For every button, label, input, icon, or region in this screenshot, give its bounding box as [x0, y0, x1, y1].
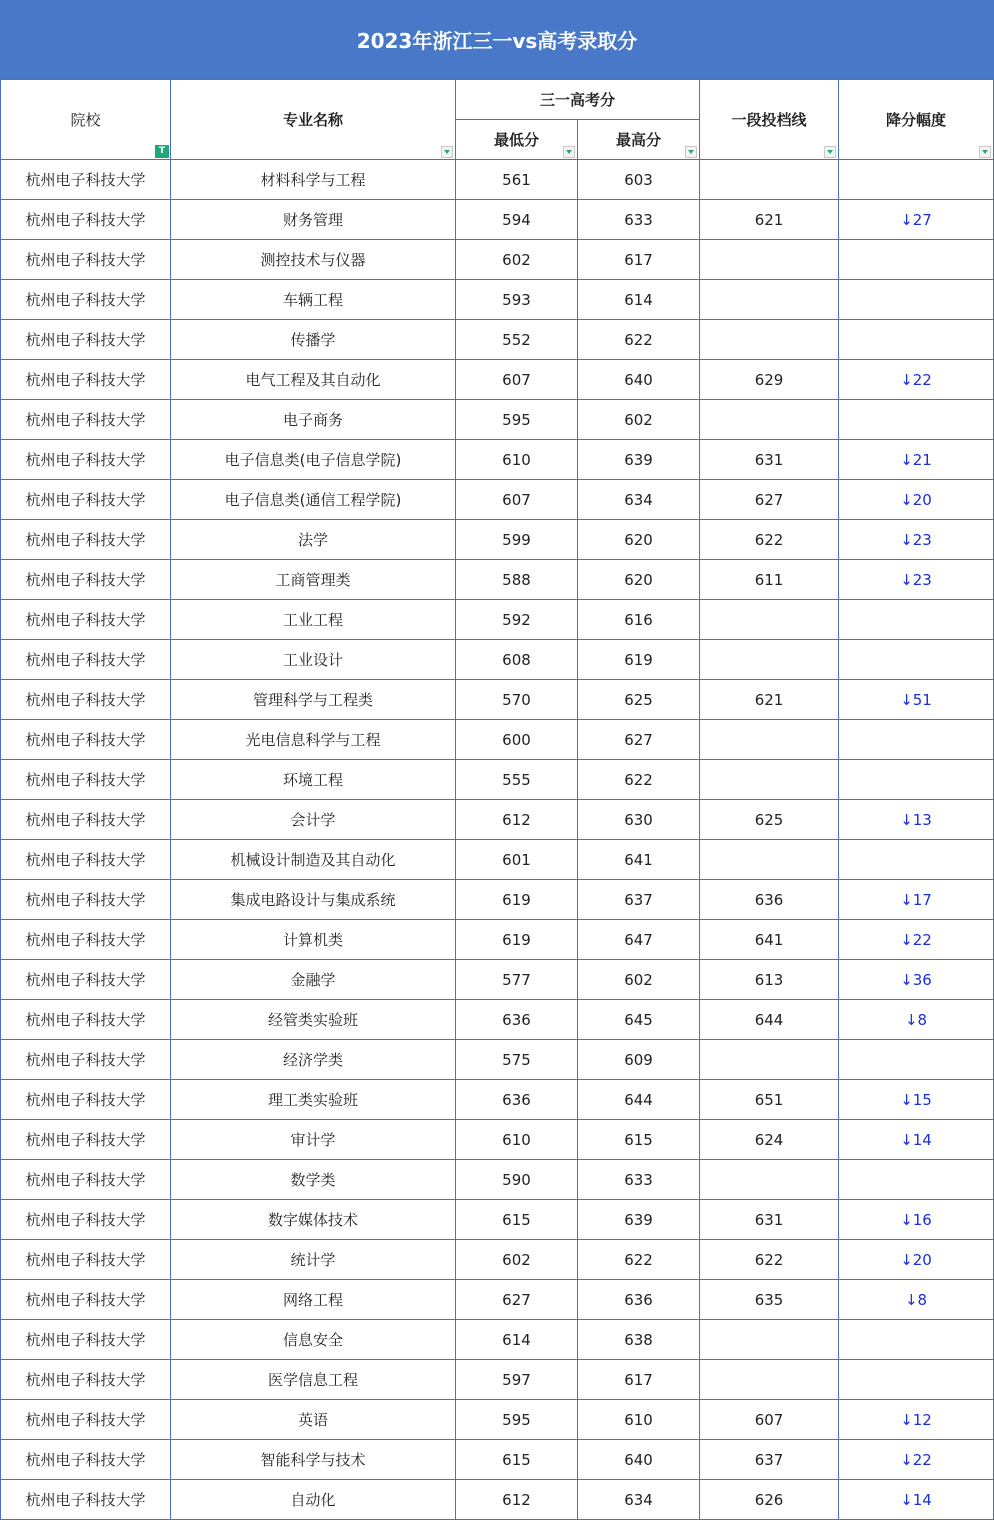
cell-max-score: 602 — [578, 960, 700, 1000]
cell-major: 电子信息类(电子信息学院) — [171, 440, 456, 480]
table-title: 2023年浙江三一vs高考录取分 — [0, 0, 994, 79]
cell-cutoff-line — [700, 1320, 839, 1360]
cell-score-drop: ↓22 — [839, 920, 994, 960]
header-school — [1, 80, 171, 160]
cell-min-score: 599 — [456, 520, 578, 560]
cell-min-score: 607 — [456, 480, 578, 520]
cell-cutoff-line: 636 — [700, 880, 839, 920]
cell-cutoff-line — [700, 840, 839, 880]
cell-cutoff-line: 631 — [700, 1200, 839, 1240]
header-major-label: 专业名称 — [282, 111, 343, 129]
header-drop — [839, 80, 994, 160]
table-row — [1, 1480, 994, 1520]
cell-school: 杭州电子科技大学 — [1, 400, 171, 440]
cell-cutoff-line: 651 — [700, 1080, 839, 1120]
cell-cutoff-line — [700, 1040, 839, 1080]
cell-max-score: 625 — [578, 680, 700, 720]
table-row — [1, 520, 994, 560]
cell-min-score: 636 — [456, 1080, 578, 1120]
cell-major: 传播学 — [171, 320, 456, 360]
table-row — [1, 680, 994, 720]
header-line — [700, 80, 839, 160]
table-row — [1, 1440, 994, 1480]
cell-cutoff-line: 635 — [700, 1280, 839, 1320]
cell-school: 杭州电子科技大学 — [1, 1480, 171, 1520]
cell-score-drop — [839, 1160, 994, 1200]
cell-major: 光电信息科学与工程 — [171, 720, 456, 760]
cell-min-score: 575 — [456, 1040, 578, 1080]
filter-dropdown-icon[interactable] — [979, 146, 991, 158]
table-row — [1, 760, 994, 800]
cell-school: 杭州电子科技大学 — [1, 1280, 171, 1320]
cell-school: 杭州电子科技大学 — [1, 1360, 171, 1400]
table-row — [1, 400, 994, 440]
cell-cutoff-line: 621 — [700, 200, 839, 240]
cell-score-drop — [839, 1040, 994, 1080]
header-group-label: 三一高考分 — [540, 91, 616, 109]
cell-cutoff-line: 627 — [700, 480, 839, 520]
cell-school: 杭州电子科技大学 — [1, 1400, 171, 1440]
table-row — [1, 1280, 994, 1320]
cell-cutoff-line — [700, 160, 839, 200]
cell-max-score: 637 — [578, 880, 700, 920]
cell-score-drop: ↓14 — [839, 1480, 994, 1520]
table-row — [1, 440, 994, 480]
cell-cutoff-line — [700, 1160, 839, 1200]
cell-major: 机械设计制造及其自动化 — [171, 840, 456, 880]
cell-max-score: 603 — [578, 160, 700, 200]
cell-school: 杭州电子科技大学 — [1, 560, 171, 600]
cell-score-drop — [839, 840, 994, 880]
table-row — [1, 1240, 994, 1280]
cell-major: 网络工程 — [171, 1280, 456, 1320]
cell-min-score: 610 — [456, 440, 578, 480]
cell-major: 财务管理 — [171, 200, 456, 240]
cell-score-drop: ↓22 — [839, 360, 994, 400]
table-row — [1, 1200, 994, 1240]
cell-major: 工业工程 — [171, 600, 456, 640]
cell-school: 杭州电子科技大学 — [1, 920, 171, 960]
cell-major: 智能科学与技术 — [171, 1440, 456, 1480]
cell-cutoff-line: 622 — [700, 1240, 839, 1280]
cell-cutoff-line: 644 — [700, 1000, 839, 1040]
cell-max-score: 617 — [578, 240, 700, 280]
table-row — [1, 1080, 994, 1120]
cell-min-score: 597 — [456, 1360, 578, 1400]
cell-max-score: 602 — [578, 400, 700, 440]
cell-school: 杭州电子科技大学 — [1, 1240, 171, 1280]
cell-max-score: 630 — [578, 800, 700, 840]
cell-min-score: 590 — [456, 1160, 578, 1200]
cell-school: 杭州电子科技大学 — [1, 1200, 171, 1240]
cell-major: 集成电路设计与集成系统 — [171, 880, 456, 920]
cell-max-score: 638 — [578, 1320, 700, 1360]
header-school-label: 院校 — [70, 111, 101, 129]
cell-major: 环境工程 — [171, 760, 456, 800]
cell-score-drop — [839, 400, 994, 440]
cell-max-score: 615 — [578, 1120, 700, 1160]
cell-max-score: 616 — [578, 600, 700, 640]
cell-min-score: 552 — [456, 320, 578, 360]
cell-max-score: 622 — [578, 1240, 700, 1280]
cell-major: 经管类实验班 — [171, 1000, 456, 1040]
table-row — [1, 720, 994, 760]
cell-min-score: 636 — [456, 1000, 578, 1040]
cell-major: 经济学类 — [171, 1040, 456, 1080]
table-row — [1, 200, 994, 240]
cell-school: 杭州电子科技大学 — [1, 1120, 171, 1160]
cell-major: 信息安全 — [171, 1320, 456, 1360]
header-min — [456, 120, 578, 160]
cell-school: 杭州电子科技大学 — [1, 1440, 171, 1480]
header-max-label: 最高分 — [616, 131, 662, 149]
table-row — [1, 1120, 994, 1160]
header-max — [578, 120, 700, 160]
cell-min-score: 595 — [456, 1400, 578, 1440]
cell-score-drop: ↓15 — [839, 1080, 994, 1120]
cell-min-score: 619 — [456, 920, 578, 960]
cell-max-score: 622 — [578, 320, 700, 360]
table-row — [1, 640, 994, 680]
table-row — [1, 1320, 994, 1360]
table-header — [1, 80, 994, 160]
cell-min-score: 577 — [456, 960, 578, 1000]
cell-min-score: 615 — [456, 1200, 578, 1240]
cell-score-drop: ↓20 — [839, 1240, 994, 1280]
cell-school: 杭州电子科技大学 — [1, 480, 171, 520]
cell-major: 数学类 — [171, 1160, 456, 1200]
cell-max-score: 610 — [578, 1400, 700, 1440]
cell-min-score: 561 — [456, 160, 578, 200]
cell-score-drop — [839, 160, 994, 200]
table-row — [1, 480, 994, 520]
cell-score-drop — [839, 720, 994, 760]
table-row — [1, 240, 994, 280]
header-min-label: 最低分 — [493, 131, 539, 149]
cell-cutoff-line: 622 — [700, 520, 839, 560]
cell-cutoff-line: 613 — [700, 960, 839, 1000]
table-row — [1, 800, 994, 840]
cell-max-score: 622 — [578, 760, 700, 800]
cell-max-score: 620 — [578, 520, 700, 560]
cell-cutoff-line — [700, 400, 839, 440]
cell-min-score: 594 — [456, 200, 578, 240]
cell-score-drop: ↓36 — [839, 960, 994, 1000]
cell-min-score: 593 — [456, 280, 578, 320]
cell-min-score: 610 — [456, 1120, 578, 1160]
cell-max-score: 634 — [578, 480, 700, 520]
table-row — [1, 600, 994, 640]
cell-school: 杭州电子科技大学 — [1, 680, 171, 720]
cell-school: 杭州电子科技大学 — [1, 760, 171, 800]
table-row — [1, 960, 994, 1000]
cell-score-drop: ↓16 — [839, 1200, 994, 1240]
admission-table — [0, 79, 994, 1520]
cell-min-score: 627 — [456, 1280, 578, 1320]
cell-cutoff-line: 637 — [700, 1440, 839, 1480]
cell-max-score: 620 — [578, 560, 700, 600]
cell-min-score: 612 — [456, 800, 578, 840]
cell-cutoff-line: 641 — [700, 920, 839, 960]
cell-min-score: 602 — [456, 1240, 578, 1280]
cell-max-score: 645 — [578, 1000, 700, 1040]
cell-major: 电子商务 — [171, 400, 456, 440]
cell-school: 杭州电子科技大学 — [1, 240, 171, 280]
cell-school: 杭州电子科技大学 — [1, 1040, 171, 1080]
cell-min-score: 601 — [456, 840, 578, 880]
cell-cutoff-line — [700, 600, 839, 640]
cell-max-score: 614 — [578, 280, 700, 320]
cell-major: 理工类实验班 — [171, 1080, 456, 1120]
table-row — [1, 920, 994, 960]
filter-dropdown-icon[interactable] — [563, 146, 575, 158]
cell-major: 工业设计 — [171, 640, 456, 680]
header-major — [171, 80, 456, 160]
cell-score-drop: ↓51 — [839, 680, 994, 720]
table-row — [1, 360, 994, 400]
cell-max-score: 609 — [578, 1040, 700, 1080]
cell-min-score: 614 — [456, 1320, 578, 1360]
cell-min-score: 555 — [456, 760, 578, 800]
cell-school: 杭州电子科技大学 — [1, 600, 171, 640]
table-row — [1, 560, 994, 600]
cell-max-score: 640 — [578, 1440, 700, 1480]
cell-score-drop — [839, 280, 994, 320]
cell-min-score: 607 — [456, 360, 578, 400]
cell-cutoff-line: 624 — [700, 1120, 839, 1160]
cell-max-score: 636 — [578, 1280, 700, 1320]
cell-school: 杭州电子科技大学 — [1, 320, 171, 360]
cell-min-score: 619 — [456, 880, 578, 920]
cell-school: 杭州电子科技大学 — [1, 960, 171, 1000]
table-row — [1, 880, 994, 920]
cell-cutoff-line — [700, 1360, 839, 1400]
cell-major: 会计学 — [171, 800, 456, 840]
cell-cutoff-line: 607 — [700, 1400, 839, 1440]
cell-score-drop: ↓22 — [839, 1440, 994, 1480]
cell-max-score: 634 — [578, 1480, 700, 1520]
cell-max-score: 640 — [578, 360, 700, 400]
cell-major: 金融学 — [171, 960, 456, 1000]
cell-cutoff-line — [700, 760, 839, 800]
cell-school: 杭州电子科技大学 — [1, 880, 171, 920]
cell-cutoff-line: 626 — [700, 1480, 839, 1520]
cell-major: 自动化 — [171, 1480, 456, 1520]
cell-school: 杭州电子科技大学 — [1, 1080, 171, 1120]
cell-max-score: 617 — [578, 1360, 700, 1400]
cell-max-score: 633 — [578, 1160, 700, 1200]
cell-score-drop: ↓20 — [839, 480, 994, 520]
cell-min-score: 600 — [456, 720, 578, 760]
cell-score-drop — [839, 760, 994, 800]
cell-score-drop: ↓12 — [839, 1400, 994, 1440]
filter-dropdown-icon[interactable] — [824, 146, 836, 158]
cell-major: 英语 — [171, 1400, 456, 1440]
cell-school: 杭州电子科技大学 — [1, 1000, 171, 1040]
cell-cutoff-line: 611 — [700, 560, 839, 600]
cell-max-score: 619 — [578, 640, 700, 680]
filter-dropdown-icon[interactable] — [685, 146, 697, 158]
cell-min-score: 612 — [456, 1480, 578, 1520]
cell-min-score: 615 — [456, 1440, 578, 1480]
cell-cutoff-line — [700, 280, 839, 320]
cell-school: 杭州电子科技大学 — [1, 200, 171, 240]
filter-dropdown-icon[interactable] — [441, 146, 453, 158]
cell-score-drop — [839, 240, 994, 280]
cell-school: 杭州电子科技大学 — [1, 160, 171, 200]
table-row — [1, 1000, 994, 1040]
cell-major: 工商管理类 — [171, 560, 456, 600]
table-row — [1, 840, 994, 880]
cell-major: 管理科学与工程类 — [171, 680, 456, 720]
table-row — [1, 320, 994, 360]
table-row — [1, 160, 994, 200]
cell-min-score: 595 — [456, 400, 578, 440]
cell-cutoff-line: 631 — [700, 440, 839, 480]
cell-max-score: 641 — [578, 840, 700, 880]
cell-score-drop — [839, 640, 994, 680]
cell-school: 杭州电子科技大学 — [1, 800, 171, 840]
cell-school: 杭州电子科技大学 — [1, 360, 171, 400]
cell-cutoff-line — [700, 320, 839, 360]
cell-min-score: 588 — [456, 560, 578, 600]
cell-score-drop: ↓8 — [839, 1280, 994, 1320]
cell-score-drop: ↓17 — [839, 880, 994, 920]
cell-cutoff-line: 621 — [700, 680, 839, 720]
cell-school: 杭州电子科技大学 — [1, 720, 171, 760]
cell-major: 测控技术与仪器 — [171, 240, 456, 280]
cell-max-score: 639 — [578, 1200, 700, 1240]
cell-major: 车辆工程 — [171, 280, 456, 320]
active-filter-icon[interactable]: T — [155, 145, 169, 158]
table-row — [1, 1400, 994, 1440]
cell-major: 计算机类 — [171, 920, 456, 960]
cell-score-drop: ↓27 — [839, 200, 994, 240]
cell-major: 电气工程及其自动化 — [171, 360, 456, 400]
table-row — [1, 1040, 994, 1080]
cell-score-drop: ↓21 — [839, 440, 994, 480]
header-score-group — [456, 80, 700, 120]
header-drop-label: 降分幅度 — [886, 111, 947, 129]
cell-major: 统计学 — [171, 1240, 456, 1280]
cell-score-drop: ↓8 — [839, 1000, 994, 1040]
cell-school: 杭州电子科技大学 — [1, 280, 171, 320]
cell-max-score: 633 — [578, 200, 700, 240]
cell-max-score: 644 — [578, 1080, 700, 1120]
cell-school: 杭州电子科技大学 — [1, 640, 171, 680]
cell-score-drop: ↓13 — [839, 800, 994, 840]
cell-score-drop — [839, 320, 994, 360]
table-row — [1, 1360, 994, 1400]
cell-major: 材料科学与工程 — [171, 160, 456, 200]
cell-min-score: 570 — [456, 680, 578, 720]
cell-cutoff-line — [700, 240, 839, 280]
cell-cutoff-line: 625 — [700, 800, 839, 840]
cell-cutoff-line — [700, 640, 839, 680]
cell-major: 医学信息工程 — [171, 1360, 456, 1400]
cell-major: 电子信息类(通信工程学院) — [171, 480, 456, 520]
cell-major: 法学 — [171, 520, 456, 560]
table-row — [1, 280, 994, 320]
cell-cutoff-line: 629 — [700, 360, 839, 400]
cell-max-score: 639 — [578, 440, 700, 480]
cell-score-drop — [839, 1360, 994, 1400]
cell-min-score: 592 — [456, 600, 578, 640]
table-body — [1, 160, 994, 1520]
cell-school: 杭州电子科技大学 — [1, 1320, 171, 1360]
cell-min-score: 602 — [456, 240, 578, 280]
cell-school: 杭州电子科技大学 — [1, 1160, 171, 1200]
table-row — [1, 1160, 994, 1200]
cell-max-score: 647 — [578, 920, 700, 960]
cell-major: 审计学 — [171, 1120, 456, 1160]
cell-min-score: 608 — [456, 640, 578, 680]
header-line-label: 一段投档线 — [731, 111, 807, 129]
cell-score-drop — [839, 1320, 994, 1360]
cell-score-drop: ↓23 — [839, 560, 994, 600]
cell-major: 数字媒体技术 — [171, 1200, 456, 1240]
cell-school: 杭州电子科技大学 — [1, 840, 171, 880]
cell-score-drop — [839, 600, 994, 640]
cell-cutoff-line — [700, 720, 839, 760]
cell-score-drop: ↓23 — [839, 520, 994, 560]
cell-max-score: 627 — [578, 720, 700, 760]
cell-score-drop: ↓14 — [839, 1120, 994, 1160]
cell-school: 杭州电子科技大学 — [1, 520, 171, 560]
cell-school: 杭州电子科技大学 — [1, 440, 171, 480]
